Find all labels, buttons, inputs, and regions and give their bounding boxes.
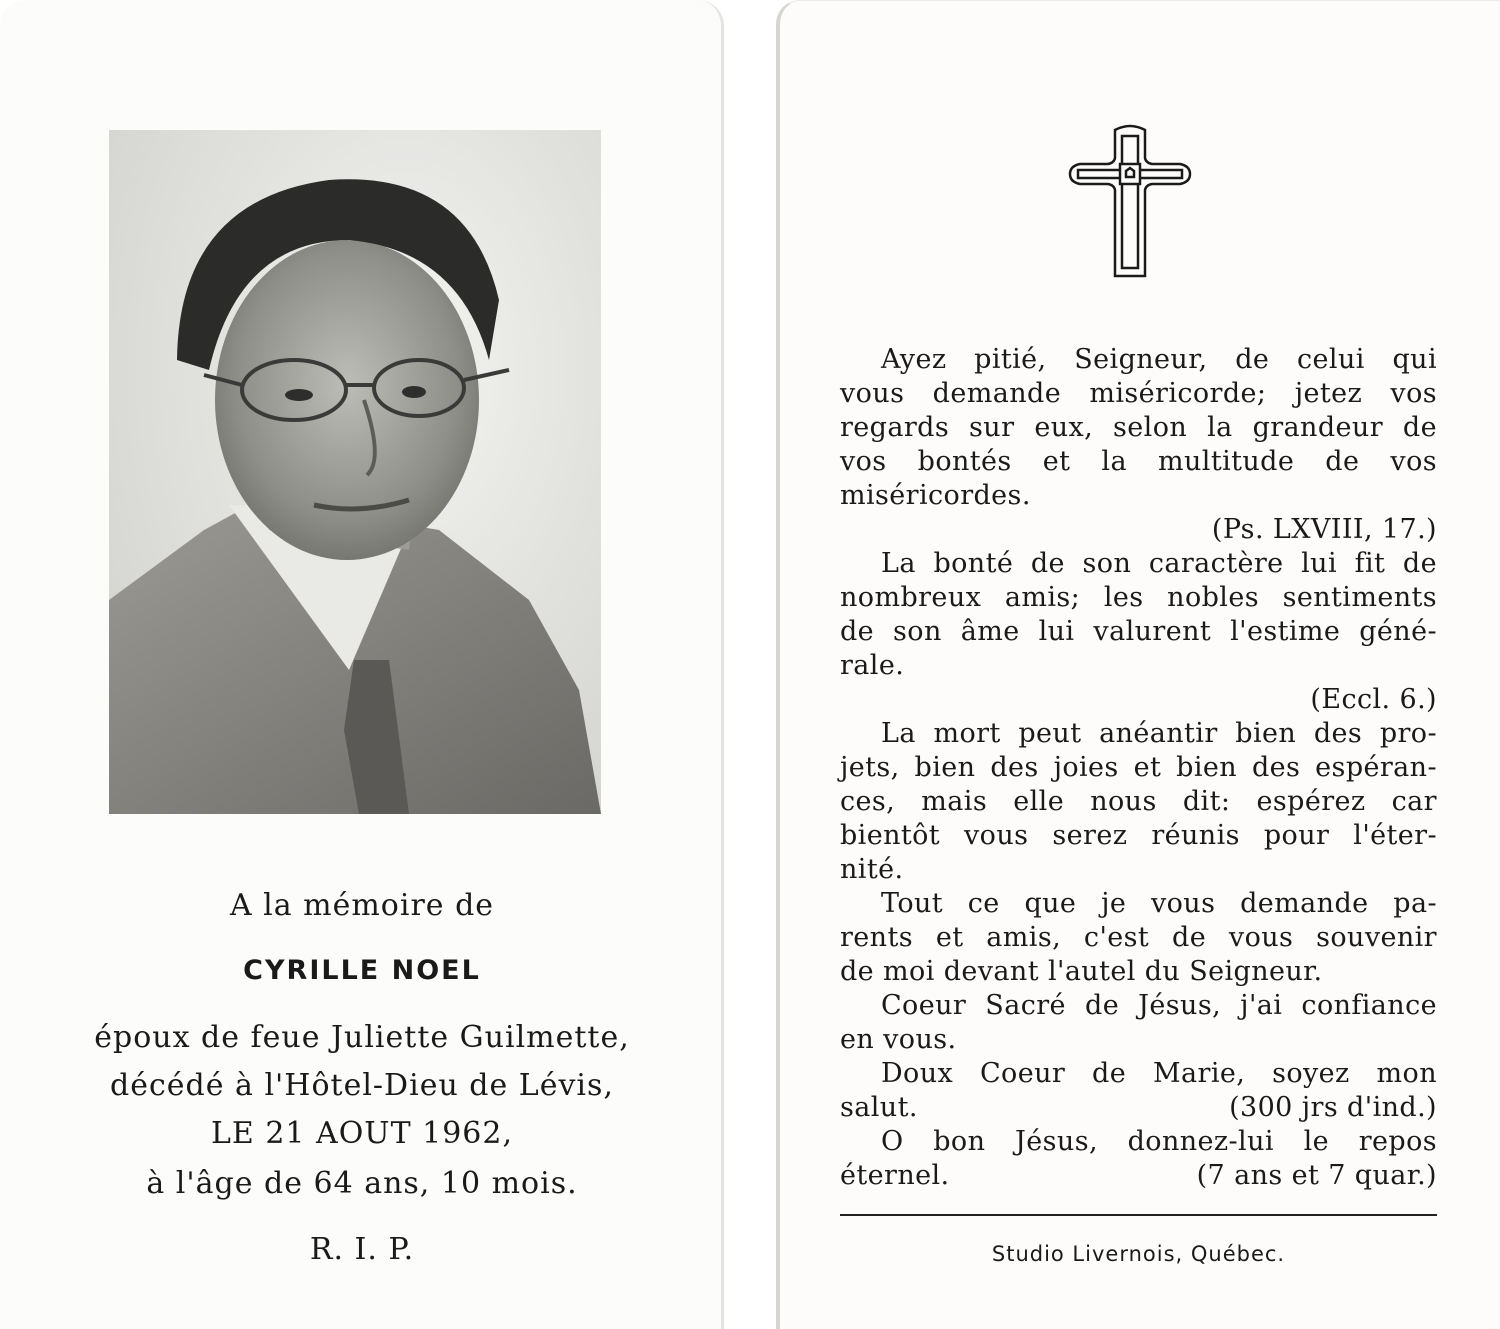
prayer-line: Ayez pitié, Seigneur, de celui qui — [881, 344, 1437, 375]
cross-icon — [1060, 118, 1200, 283]
prayer-line: Tout ce que je vous demande pa- — [881, 888, 1437, 919]
prayer-paragraph-6 — [840, 1057, 1437, 1125]
divider-line — [840, 1214, 1437, 1216]
prayer-paragraph-1 — [840, 343, 1437, 513]
rip-text: R. I. P. — [309, 1232, 415, 1267]
indulgence-reference: (7 ans et 7 quar.) — [1196, 1160, 1437, 1191]
prayer-line: Doux Coeur de Marie, soyez mon — [881, 1058, 1437, 1089]
prayer-line: miséricordes. — [840, 480, 1031, 511]
prayer-line: vous demande miséricorde; jetez vos — [840, 378, 1437, 409]
prayer-paragraph-5 — [840, 989, 1437, 1057]
prayer-line-with-reference — [840, 1091, 1437, 1125]
portrait-photo — [109, 130, 601, 814]
prayer-line: nombreux amis; les nobles sentiments — [840, 582, 1437, 613]
prayer-line: rents et amis, c'est de vous souvenir — [840, 922, 1437, 953]
prayer-paragraph-3 — [840, 717, 1437, 887]
prayer-line: Coeur Sacré de Jésus, j'ai confiance — [881, 990, 1437, 1021]
prayer-text — [840, 343, 1437, 1193]
eccl-reference: (Eccl. 6.) — [1310, 684, 1437, 715]
prayer-line: jets, bien des joies et bien des espéran- — [840, 752, 1437, 783]
prayer-paragraph-7 — [840, 1125, 1437, 1193]
prayer-line: salut. — [840, 1092, 918, 1123]
intro-text: A la mémoire de — [229, 888, 495, 923]
prayer-line: O bon Jésus, donnez-lui le repos — [881, 1126, 1437, 1157]
prayer-line: de moi devant l'autel du Seigneur. — [840, 956, 1323, 987]
prayer-line: éternel. — [840, 1160, 950, 1191]
deceased-name: CYRILLE NOEL — [243, 955, 481, 986]
prayer-paragraph-2 — [840, 547, 1437, 683]
prayer-line: ces, mais elle nous dit: espérez car — [840, 786, 1437, 817]
date-of-death-line: LE 21 AOUT 1962, — [210, 1116, 514, 1151]
age-line: à l'âge de 64 ans, 10 mois. — [146, 1166, 578, 1201]
prayer-line: La bonté de son caractère lui fit de — [881, 548, 1437, 579]
prayer-line: nité. — [840, 854, 904, 885]
prayer-line: bientôt vous serez réunis pour l'éter- — [840, 820, 1437, 851]
prayer-line: en vous. — [840, 1024, 957, 1055]
prayer-line: vos bontés et la multitude de vos — [840, 446, 1437, 477]
prayer-line: de son âme lui valurent l'estime géné- — [840, 616, 1437, 647]
psalm-reference: (Ps. LXVIII, 17.) — [1211, 514, 1437, 545]
prayer-paragraph-4 — [840, 887, 1437, 989]
prayer-line: La mort peut anéantir bien des pro- — [881, 718, 1437, 749]
prayer-line: regards sur eux, selon la grandeur de — [840, 412, 1437, 443]
prayer-line-with-reference — [840, 1159, 1437, 1193]
studio-credit: Studio Livernois, Québec. — [991, 1242, 1286, 1266]
spouse-line: époux de feue Juliette Guilmette, — [94, 1020, 630, 1055]
place-of-death-line: décédé à l'Hôtel-Dieu de Lévis, — [110, 1068, 614, 1103]
indulgence-reference: (300 jrs d'ind.) — [1229, 1092, 1437, 1123]
prayer-line: rale. — [840, 650, 905, 681]
